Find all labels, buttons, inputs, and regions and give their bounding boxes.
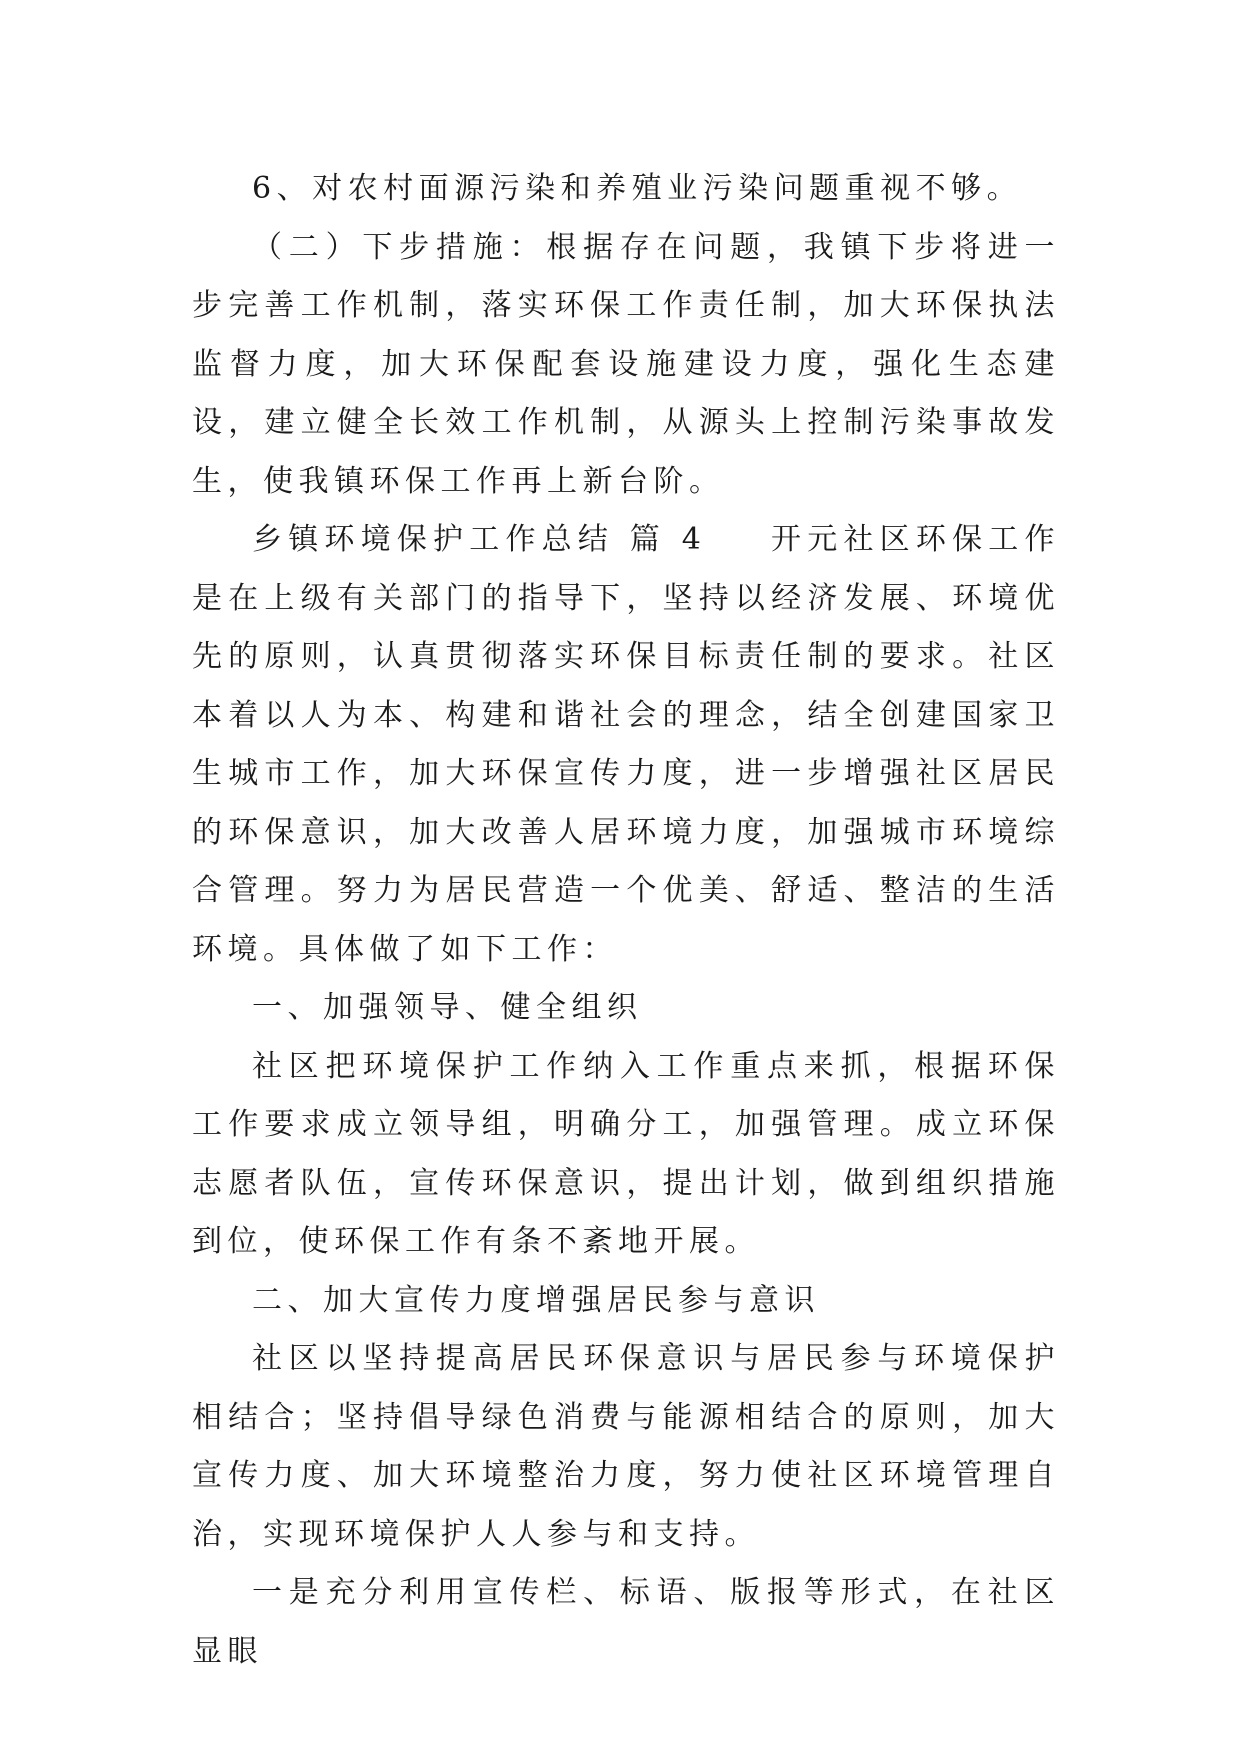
document-body [192, 160, 1060, 1681]
paragraph-item-6: 6、对农村面源污染和养殖业污染问题重视不够。 [252, 171, 1023, 206]
paragraph-next-steps: （二）下步措施：根据存在问题，我镇下步将进一步完善工作机制，落实环保工作责任制，加大环保执法监督力度，加大环保配套设施建设力度，强化生态建设，建立健全长效工作机制，从源头上控制污染事故发生，使我镇环保工作再上新台阶。 [192, 229, 1060, 499]
heading-leadership: 一、加强领导、健全组织 [252, 990, 643, 1025]
section-title: 乡镇环境保护工作总结 篇 4 [252, 522, 707, 557]
paragraph-section-4 [192, 511, 1060, 979]
paragraph-first-measure: 一是充分利用宣传栏、标语、版报等形式，在社区显眼 [192, 1575, 1060, 1669]
heading-publicity: 二、加大宣传力度增强居民参与意识 [252, 1282, 820, 1318]
paragraph-publicity: 社区以坚持提高居民环保意识与居民参与环境保护相结合；坚持倡导绿色消费与能源相结合的原则，加大宣传力度、加大环境整治力度，努力使社区环境管理自治，实现环境保护人人参与和支持。 [192, 1341, 1060, 1552]
section-intro-text: 开元社区环保工作是在上级有关部门的指导下，坚持以经济发展、环境优先的原则，认真贯彻落实环保目标责任制的要求。社区本着以人为本、构建和谐社会的理念，结全创建国家卫生城市工作，加大环保宣传力度，进一步增强社区居民的环保意识，加大改善人居环境力度，加强城市环境综合管理。努力为居民营造一个优美、舒适、整洁的生活环境。具体做了如下工作： [192, 522, 1060, 967]
paragraph-leadership: 社区把环境保护工作纳入工作重点来抓，根据环保工作要求成立领导组，明确分工，加强管理。成立环保志愿者队伍，宣传环保意识，提出计划，做到组织措施到位，使环保工作有条不紊地开展。 [192, 1048, 1060, 1259]
